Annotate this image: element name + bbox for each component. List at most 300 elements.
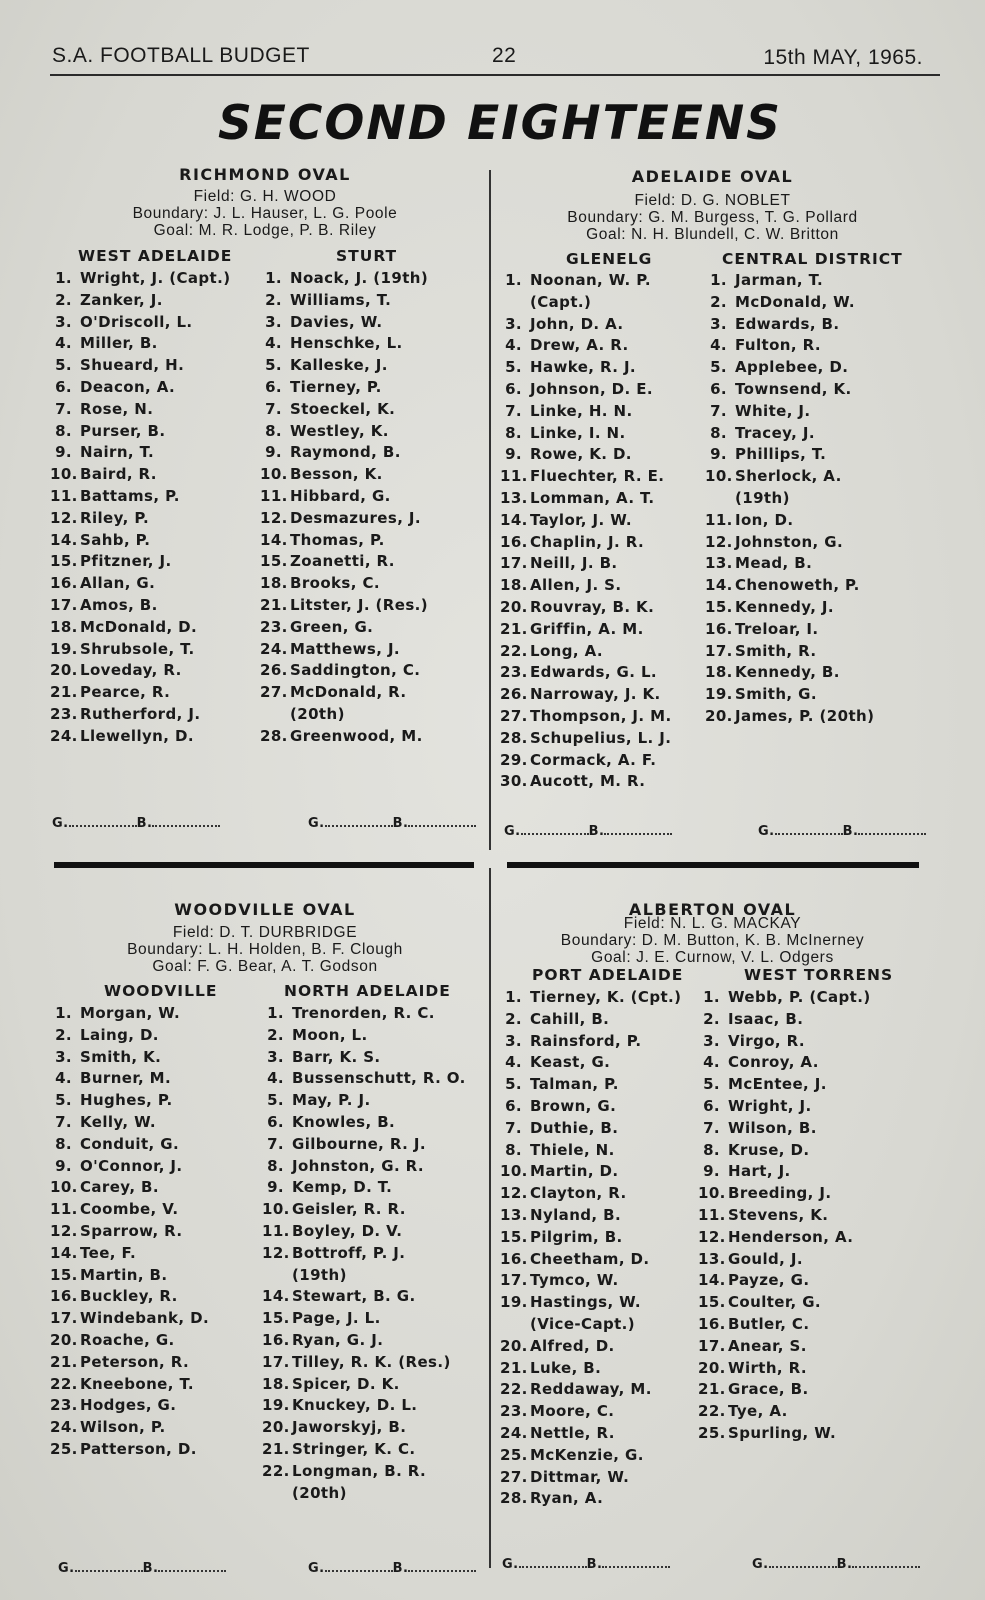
player-row [50,574,230,596]
player-number: 11. [262,1221,290,1240]
player-number: 17. [500,1271,528,1290]
away-team-name: STURT [336,247,398,265]
player-name: Ryan, G. J. [292,1330,384,1349]
player-row [500,642,672,664]
player-row [698,1228,871,1250]
player-row [698,1010,871,1032]
player-name: (20th) [292,1483,347,1502]
player-name: Kelly, W. [80,1112,156,1131]
player-number: 10. [705,467,733,486]
player-number: 6. [505,379,522,398]
player-number: 3. [55,312,72,331]
player-row [260,269,428,291]
player-name: Edwards, B. [735,314,840,333]
player-name: Gilbourne, R. J. [292,1134,426,1153]
player-row [500,576,672,598]
home-player-list [500,271,672,794]
score-blank [408,1560,476,1572]
player-number: 7. [55,1112,72,1131]
player-name: Webb, P. (Capt.) [728,988,871,1006]
player-row [50,1026,209,1048]
venue-name: ADELAIDE OVAL [631,167,794,186]
player-row [500,1184,681,1206]
player-number: 4. [55,334,72,353]
player-number: 2. [505,1009,522,1028]
player-row [500,358,672,380]
player-name: Smith, K. [80,1047,162,1066]
player-row [50,552,230,574]
player-row [500,772,672,794]
player-row [698,1380,871,1402]
player-number: 21. [500,619,528,638]
player-number: 12. [500,1184,528,1203]
player-row [705,424,874,446]
player-row [500,685,672,707]
player-number: 17. [50,1309,78,1328]
player-row [705,402,874,424]
player-number: 8. [55,421,72,440]
player-name: Rainsford, P. [530,1031,642,1050]
player-number: 10. [262,1200,290,1219]
player-name: O'Connor, J. [80,1156,183,1175]
player-row [500,1468,681,1490]
player-number: 12. [50,508,78,527]
player-name: Zoanetti, R. [290,552,395,571]
player-name: Coulter, G. [728,1293,822,1312]
goals-label: G. [758,824,775,839]
player-name: Tierney, P. [290,377,382,396]
player-number: 28. [500,1489,528,1508]
player-name: Sahb, P. [80,530,151,549]
home-player-list [50,1004,209,1462]
player-number: 12. [705,532,733,551]
player-name: Anear, S. [728,1336,807,1355]
boundary-umpires: Boundary: G. M. Burgess, T. G. Pollard [567,209,858,226]
goal-umpires: Goal: F. G. Bear, A. T. Godson [152,958,378,975]
player-name: Henderson, A. [728,1227,854,1246]
player-name: Noonan, W. P. [530,271,651,289]
player-name: Treloar, I. [735,619,819,638]
player-name: Rose, N. [80,399,154,418]
issue-date: 15th MAY, 1965. [763,46,923,69]
player-name: Litster, J. (Res.) [290,595,429,614]
player-name: (19th) [292,1265,347,1284]
player-name: Smith, R. [735,641,817,660]
player-row [50,313,230,335]
player-name: Zanker, J. [80,290,163,309]
player-name: White, J. [735,401,811,420]
player-row [50,400,230,422]
player-number: 9. [703,1162,720,1181]
player-number: 25. [698,1423,726,1442]
column-divider-top [489,170,491,850]
match-richmond-oval [50,165,480,845]
player-number: 21. [50,1352,78,1371]
player-name: Chaplin, J. R. [530,532,645,551]
player-name: Nairn, T. [80,443,155,462]
player-row [50,727,230,749]
player-name: Ion, D. [735,510,794,529]
score-blank [152,815,220,827]
player-name: Mead, B. [735,554,813,573]
player-name: Smith, G. [735,685,817,704]
away-team-name: CENTRAL DISTRICT [722,250,903,268]
player-number: 1. [265,269,282,287]
player-row [50,422,230,444]
player-row [500,1293,681,1315]
player-number: 22. [500,1380,528,1399]
player-name: Nyland, B. [530,1205,622,1224]
player-name: Aucott, M. R. [530,772,646,791]
goals-label: G. [502,1557,519,1572]
player-name: Carey, B. [80,1178,159,1197]
player-row [705,489,874,511]
score-blank [325,815,393,827]
player-name: Spicer, D. K. [292,1374,400,1393]
publication-name: S.A. FOOTBALL BUDGET [52,44,310,67]
player-row [698,1075,871,1097]
player-name: Deacon, A. [80,377,176,396]
player-name: John, D. A. [530,314,624,333]
score-blank [604,823,672,835]
player-number: 7. [505,1118,522,1137]
player-number: 10. [500,1162,528,1181]
player-number: 1. [267,1004,284,1022]
score-blank [775,823,843,835]
player-name: Wirth, R. [728,1358,807,1377]
player-row [262,1178,466,1200]
player-number: 20. [698,1358,726,1377]
player-number: 20. [50,1330,78,1349]
player-name: Hastings, W. [530,1293,642,1312]
player-number: 4. [505,1053,522,1072]
player-number: 1. [55,269,72,287]
player-number: 13. [500,1205,528,1224]
player-row [500,1424,681,1446]
player-row [262,1375,466,1397]
player-row [50,269,230,291]
player-number: 3. [710,314,727,333]
player-row [50,1200,209,1222]
behinds-label: B. [392,1561,409,1576]
player-number: 15. [705,597,733,616]
player-number: 14. [262,1287,290,1306]
player-name: Linke, I. N. [530,423,626,442]
player-name: Breeding, J. [728,1184,832,1203]
player-row [705,642,874,664]
player-row [500,1489,681,1511]
player-row [260,727,428,749]
player-name: Thompson, J. M. [530,706,672,725]
goals-label: G. [58,1561,75,1576]
player-row [500,315,672,337]
player-row [260,291,428,313]
player-number: 2. [55,290,72,309]
player-number: 13. [705,554,733,573]
player-name: (19th) [735,488,790,507]
player-number: 26. [500,685,528,704]
player-row [50,1048,209,1070]
player-row [50,1178,209,1200]
player-row [260,378,428,400]
player-name: McDonald, R. [290,683,407,702]
player-name: Laing, D. [80,1025,159,1044]
player-name: Conduit, G. [80,1134,180,1153]
player-number: 24. [260,639,288,658]
player-row [500,533,672,555]
player-row [500,707,672,729]
player-row [262,1309,466,1331]
player-name: Wright, J. (Capt.) [80,269,231,287]
player-number: 10. [50,1178,78,1197]
player-name: Llewellyn, D. [80,726,194,745]
player-row [500,336,672,358]
player-number: 6. [265,377,282,396]
player-row [50,661,230,683]
player-number: 5. [55,1091,72,1110]
player-row [500,293,672,315]
player-row [262,1157,466,1179]
player-number: 22. [500,641,528,660]
player-number: 7. [703,1118,720,1137]
score-blank [325,1560,393,1572]
player-name: Duthie, B. [530,1118,619,1137]
player-number: 10. [698,1184,726,1203]
player-row [705,511,874,533]
home-score-entry [502,1556,670,1572]
player-number: 2. [267,1025,284,1044]
player-number: 25. [50,1439,78,1458]
player-name: Tymco, W. [530,1271,619,1290]
player-row [500,1075,681,1097]
player-name: Moon, L. [292,1025,368,1044]
score-blank [858,823,926,835]
player-row [260,509,428,531]
player-row [260,661,428,683]
player-name: Davies, W. [290,312,383,331]
player-row [50,640,230,662]
player-row [500,988,681,1010]
player-number: 1. [55,1004,72,1022]
home-player-list [500,988,681,1511]
player-row [260,596,428,618]
player-row [500,554,672,576]
player-number: 4. [267,1069,284,1088]
player-name: Patterson, D. [80,1439,197,1458]
player-number: 5. [710,358,727,377]
page-number: 22 [492,44,517,67]
player-number: 5. [505,358,522,377]
player-row [698,1141,871,1163]
player-name: Tracey, J. [735,423,815,442]
player-name: Buckley, R. [80,1287,178,1306]
player-number: 20. [500,597,528,616]
boundary-umpires: Boundary: J. L. Hauser, L. G. Poole [132,205,398,222]
player-row [260,705,428,727]
player-name: Johnston, G. [735,532,844,551]
player-number: 27. [500,1467,528,1486]
player-row [500,598,672,620]
player-number: 14. [698,1271,726,1290]
player-name: Jaworskyj, B. [292,1418,407,1437]
player-name: Hodges, G. [80,1396,177,1415]
player-row [50,1222,209,1244]
player-number: 11. [50,486,78,505]
player-number: 4. [710,336,727,355]
player-number: 4. [505,336,522,355]
player-name: Pfitzner, J. [80,552,172,571]
player-number: 27. [260,683,288,702]
player-name: Shueard, H. [80,356,185,375]
player-row [50,1418,209,1440]
player-number: 10. [50,465,78,484]
player-number: 5. [265,356,282,375]
player-number: 17. [50,595,78,614]
player-name: Shrubsole, T. [80,639,195,658]
player-number: 15. [698,1293,726,1312]
player-name: Knowles, B. [292,1112,396,1131]
player-number: 23. [50,704,78,723]
player-row [705,707,874,729]
player-name: McDonald, D. [80,617,198,636]
away-player-list [698,988,871,1446]
player-name: Cahill, B. [530,1009,610,1028]
player-row [500,1271,681,1293]
player-row [500,1010,681,1032]
player-name: Purser, B. [80,421,166,440]
player-row [500,424,672,446]
match-alberton-oval [500,900,925,1590]
player-row [50,1287,209,1309]
away-score-entry [308,815,476,831]
player-name: (20th) [290,704,345,723]
player-number: 3. [505,314,522,333]
player-row [705,315,874,337]
player-number: 13. [698,1249,726,1268]
player-row [698,1271,871,1293]
player-name: Peterson, R. [80,1352,190,1371]
player-row [262,1287,466,1309]
player-row [50,1353,209,1375]
player-number: 9. [267,1178,284,1197]
player-row [500,1402,681,1424]
player-name: Burner, M. [80,1069,172,1088]
player-number: 20. [500,1336,528,1355]
player-row [50,1069,209,1091]
player-name: Hibbard, G. [290,486,391,505]
player-name: Wright, J. [728,1096,812,1115]
player-number: 22. [698,1402,726,1421]
player-row [262,1026,466,1048]
away-score-entry [308,1560,476,1576]
player-number: 15. [50,552,78,571]
player-row [50,1157,209,1179]
player-name: Keast, G. [530,1053,611,1072]
player-name: Townsend, K. [735,379,852,398]
player-name: Talman, P. [530,1075,619,1094]
player-row [50,1440,209,1462]
player-row [500,402,672,424]
player-row [262,1462,466,1484]
player-row [50,1004,209,1026]
player-number: 18. [705,663,733,682]
player-name: Bussenschutt, R. O. [292,1069,466,1088]
player-name: Battams, P. [80,486,180,505]
player-name: Hart, J. [728,1162,791,1181]
away-team-name: NORTH ADELAIDE [284,982,451,1000]
home-score-entry [52,815,220,831]
player-name: Miller, B. [80,334,158,353]
player-name: Trenorden, R. C. [292,1004,435,1022]
player-row [50,618,230,640]
player-number: 19. [262,1396,290,1415]
player-number: 2. [55,1025,72,1044]
away-player-list [705,271,874,729]
player-row [500,1228,681,1250]
player-row [260,552,428,574]
player-number: 16. [50,574,78,593]
player-name: Windebank, D. [80,1309,210,1328]
player-row [260,443,428,465]
player-name: (Vice-Capt.) [530,1314,636,1333]
player-number: 11. [260,486,288,505]
player-number: 23. [260,617,288,636]
player-row [500,751,672,773]
player-name: Sparrow, R. [80,1221,183,1240]
player-number: 6. [710,379,727,398]
player-number: 28. [500,728,528,747]
player-name: Pearce, R. [80,683,171,702]
player-row [705,336,874,358]
player-number: 26. [260,661,288,680]
player-number: 16. [698,1314,726,1333]
player-row [698,1032,871,1054]
player-name: Spurling, W. [728,1423,837,1442]
home-team-name: PORT ADELAIDE [532,966,684,984]
field-umpire: Field: D. T. DURBRIDGE [172,924,358,941]
player-name: Kneebone, T. [80,1374,194,1393]
player-number: 9. [265,443,282,462]
player-row [500,1032,681,1054]
match-adelaide-oval [500,167,925,847]
player-row [698,1315,871,1337]
player-name: Baird, R. [80,465,157,484]
player-name: Dittmar, W. [530,1467,630,1486]
player-name: Narroway, J. K. [530,685,661,704]
player-row [50,1135,209,1157]
player-name: Wilson, P. [80,1418,166,1437]
player-row [698,1402,871,1424]
player-row [698,1250,871,1272]
player-number: 20. [705,706,733,725]
player-name: Applebee, D. [735,358,849,377]
player-row [500,1446,681,1468]
player-row [500,1250,681,1272]
player-row [262,1091,466,1113]
away-team-name: WEST TORRENS [744,966,894,984]
player-row [500,1337,681,1359]
score-blank [602,1556,670,1568]
player-name: McEntee, J. [728,1075,827,1094]
player-name: Tee, F. [80,1243,137,1262]
player-row [698,1293,871,1315]
player-row [500,1315,681,1337]
player-row [260,400,428,422]
player-row [260,465,428,487]
player-number: 27. [500,706,528,725]
player-name: Schupelius, L. J. [530,728,672,747]
player-number: 15. [262,1309,290,1328]
